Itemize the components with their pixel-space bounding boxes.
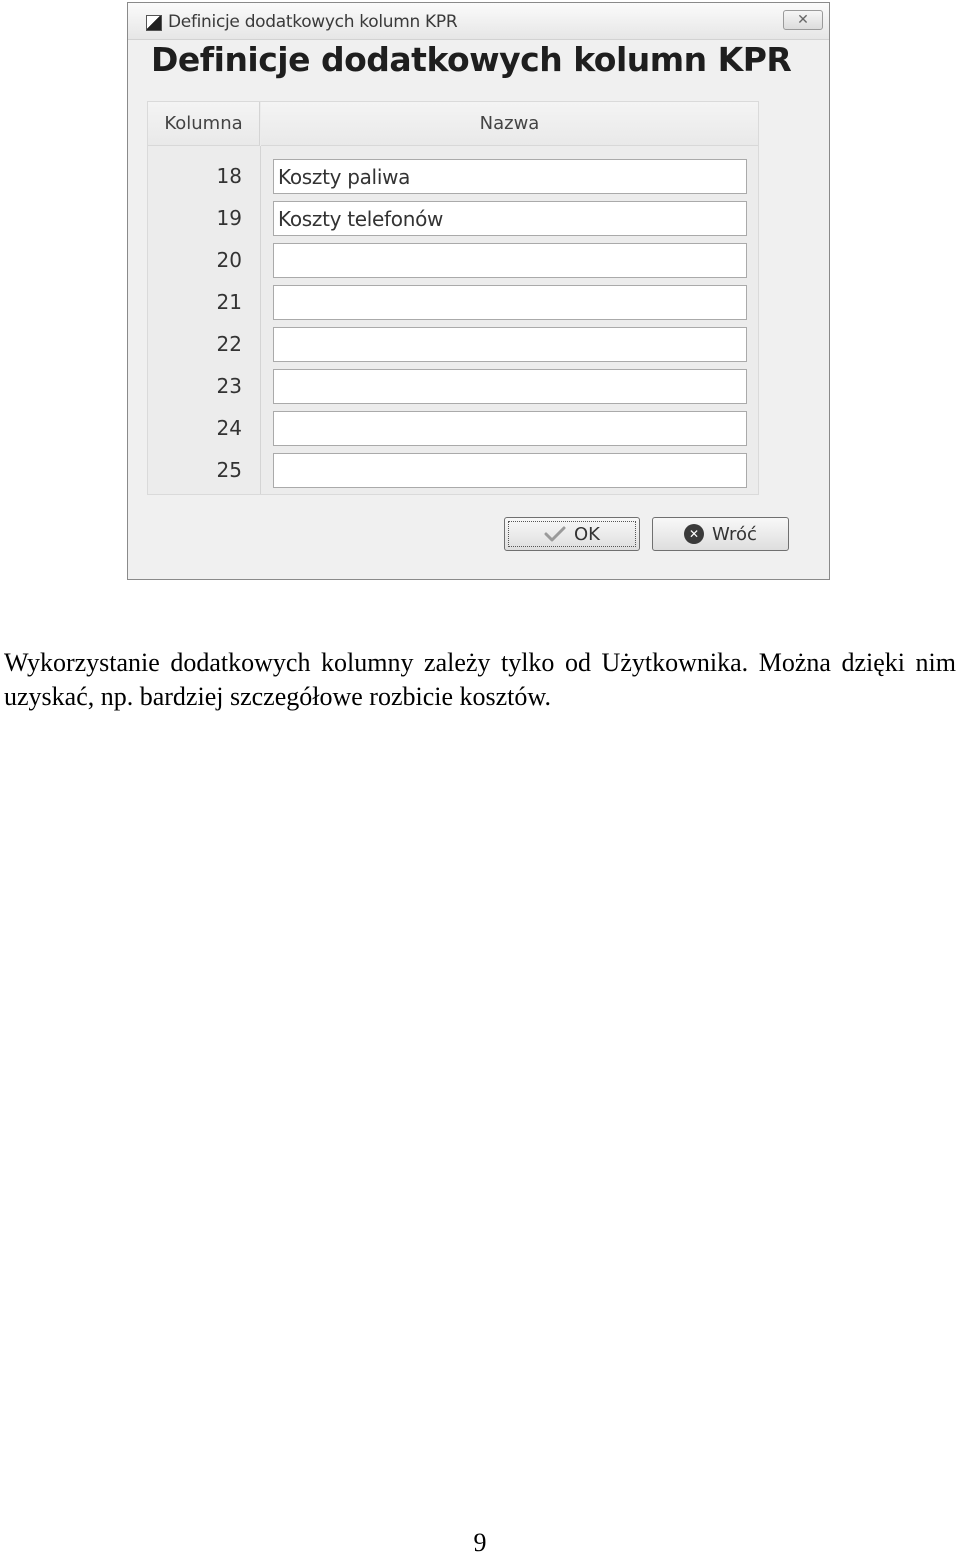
column-header-name: Nazwa (261, 102, 758, 146)
row-number: 25 (216, 458, 242, 482)
body-paragraph: Wykorzystanie dodatkowych kolumny zależy tylko od Użytkownika. Można dzięki nim uzyskać, np. bardziej szczegółowe rozbicie kosztów. (4, 648, 956, 711)
close-icon: ✕ (797, 12, 809, 28)
table-row (148, 408, 758, 450)
row-number: 20 (216, 248, 242, 272)
table-row (148, 156, 758, 198)
close-button[interactable] (783, 10, 823, 30)
row-number: 18 (216, 164, 242, 188)
column-name-input[interactable] (273, 453, 747, 488)
table-row (148, 450, 758, 492)
table-row (148, 324, 758, 366)
window-titlebar (128, 3, 829, 40)
page-number: 9 (473, 1528, 487, 1557)
check-icon (544, 526, 566, 542)
back-button[interactable] (652, 517, 789, 551)
x-circle-icon: ✕ (684, 524, 704, 544)
table-row (148, 198, 758, 240)
table-row (148, 366, 758, 408)
dialog-screenshot (127, 2, 830, 580)
column-name-input[interactable] (273, 285, 747, 320)
row-number: 21 (216, 290, 242, 314)
app-icon (146, 15, 162, 31)
row-number: 23 (216, 374, 242, 398)
ok-button[interactable] (504, 517, 640, 551)
columns-grid (147, 101, 759, 495)
dialog-heading: Definicje dodatkowych kolumn KPR (151, 40, 792, 79)
row-number: 22 (216, 332, 242, 356)
column-name-input[interactable] (273, 411, 747, 446)
column-name-input[interactable] (273, 369, 747, 404)
table-row (148, 240, 758, 282)
column-name-input[interactable] (273, 243, 747, 278)
row-number: 19 (216, 206, 242, 230)
column-name-input[interactable] (273, 327, 747, 362)
column-name-input[interactable] (273, 201, 747, 236)
column-header-number: Kolumna (148, 102, 260, 146)
focus-rectangle (508, 521, 636, 547)
window-title: Definicje dodatkowych kolumn KPR (168, 12, 458, 32)
row-number: 24 (216, 416, 242, 440)
column-name-input[interactable] (273, 159, 747, 194)
back-button-label: Wróć (712, 523, 757, 545)
ok-button-label: OK (574, 523, 600, 545)
table-row (148, 282, 758, 324)
